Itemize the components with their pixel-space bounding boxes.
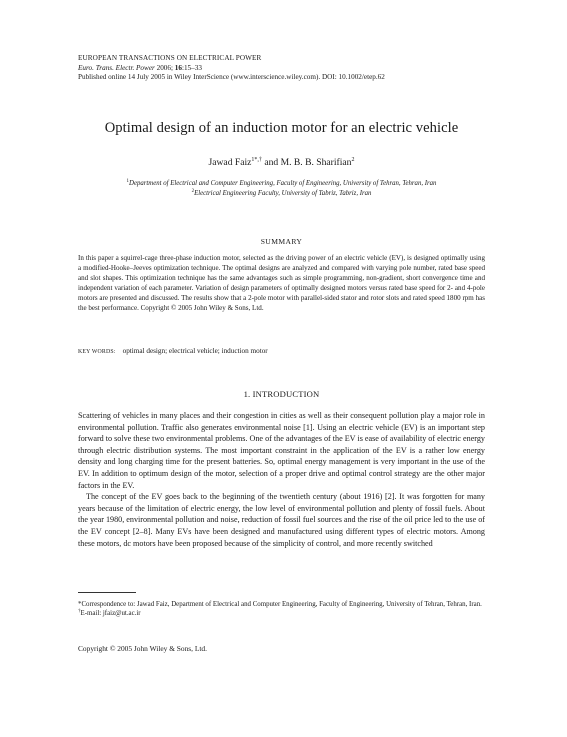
section-heading-introduction: 1. INTRODUCTION xyxy=(243,389,320,399)
journal-abbrev: Euro. Trans. Electr. Power xyxy=(78,63,155,72)
affiliations xyxy=(78,179,485,198)
affiliation-1 xyxy=(78,179,485,189)
summary-text: In this paper a squirrel-cage three-phase induction motor, selected as the driving power of an electric vehicle (EV), is designed optimally using a modified-Hooke–Jeeves optimization technique. The optimal designs are analyzed and compared with varying pole number, rated base speed and slot shapes. This optimization technique has the same advantages such as simple programming, non-gradient, short convergence time and independent variation of each parameter. Variation of design parameters of optimally designed motors versus rated base speed for 2- and 4-pole motors are presented and discussed. The results show that a 2-pole motor with parallel-sided stator and rotor slots and rated speed 1800 rpm has the best performance. Copyright © 2005 John Wiley & Sons, Ltd. xyxy=(78,254,485,313)
journal-citation xyxy=(78,64,485,74)
affiliation-1-mark: 1 xyxy=(126,179,130,184)
footnote-email-text: E-mail: jfaiz@ut.ac.ir xyxy=(80,610,141,618)
keywords xyxy=(78,346,485,357)
author-name-2: and M. B. B. Sharifian xyxy=(261,157,352,168)
author-name-1: Jawad Faiz xyxy=(208,157,252,168)
journal-pages: :15–33 xyxy=(181,63,202,72)
keywords-text: optimal design; electrical vehicle; induction motor xyxy=(122,347,268,355)
paper-page xyxy=(78,54,485,653)
footnote-correspondence: *Correspondence to: Jawad Faiz, Department of Electrical and Computer Engineering, Faculty of Engineering, University of Tehran, Tehran, Iran. xyxy=(78,601,482,608)
publication-info: Published online 14 July 2005 in Wiley InterScience (www.interscience.wiley.com). DOI: 10.1002/etep.62 xyxy=(78,73,385,82)
author-2-marks: 2 xyxy=(351,157,355,163)
keywords-label: KEY WORDS: xyxy=(78,349,116,355)
journal-header xyxy=(78,54,485,83)
author-1-marks: 1*,† xyxy=(251,157,262,163)
paper-title: Optimal design of an induction motor for an electric vehicle xyxy=(104,120,459,136)
author-line xyxy=(78,157,485,168)
affiliation-2 xyxy=(78,189,485,199)
affiliation-1-text: Department of Electrical and Computer Engineering, Faculty of Engineering, University of Tehran, Tehran, Iran xyxy=(129,180,437,187)
journal-name: EUROPEAN TRANSACTIONS ON ELECTRICAL POWER xyxy=(78,54,262,62)
page-copyright: Copyright © 2005 John Wiley & Sons, Ltd. xyxy=(78,644,207,653)
summary-heading: SUMMARY xyxy=(260,237,303,246)
footnote-email xyxy=(78,609,485,618)
affiliation-2-text: Electrical Engineering Faculty, University of Tabriz, Tabriz, Iran xyxy=(194,189,372,197)
affiliation-2-mark: 2 xyxy=(191,188,195,194)
intro-paragraph-1: Scattering of vehicles in many places and their congestion in cities as well as their consequent pollution play a major role in environmental pollution. Traffic also generates environmental noise [1]. Using an electric vehicle (EV) is an important step forward to solve these two environmental problems. One of the advantages of the EV is ease of availability of electric energy through electric distribution systems. The most important constraint in the application of the EV is a rather low energy density and long charging time for the present batteries. So, optimal energy management is very important in the use of the EV. In addition to optimum design of the motor, selection of a proper drive and optimal control strategy are the other major factors in the EV. xyxy=(78,411,485,490)
footnote-email-mark: † xyxy=(78,609,81,615)
introduction-body xyxy=(78,410,485,549)
journal-volume: 16 xyxy=(174,63,182,72)
journal-year: 2006; xyxy=(154,63,175,72)
intro-paragraph-2: The concept of the EV goes back to the beginning of the twentieth century (about 1916) [2]. It was forgotten for many years because of the limitation of electric energy, the low level of environmental pollution and plenty of fossil fuels. About the year 1980, environmental pollution and noise, reduction of fossil fuel sources and the rise of the oil price led to the use of the EV concept [2–8]. Many EVs have been designed and manufactured using different types of electric motors. Among these motors, dc motors have been proposed because of the simplicity of control, and more recently switched xyxy=(78,492,485,548)
footnotes xyxy=(78,600,485,619)
footnote-divider xyxy=(78,592,136,593)
